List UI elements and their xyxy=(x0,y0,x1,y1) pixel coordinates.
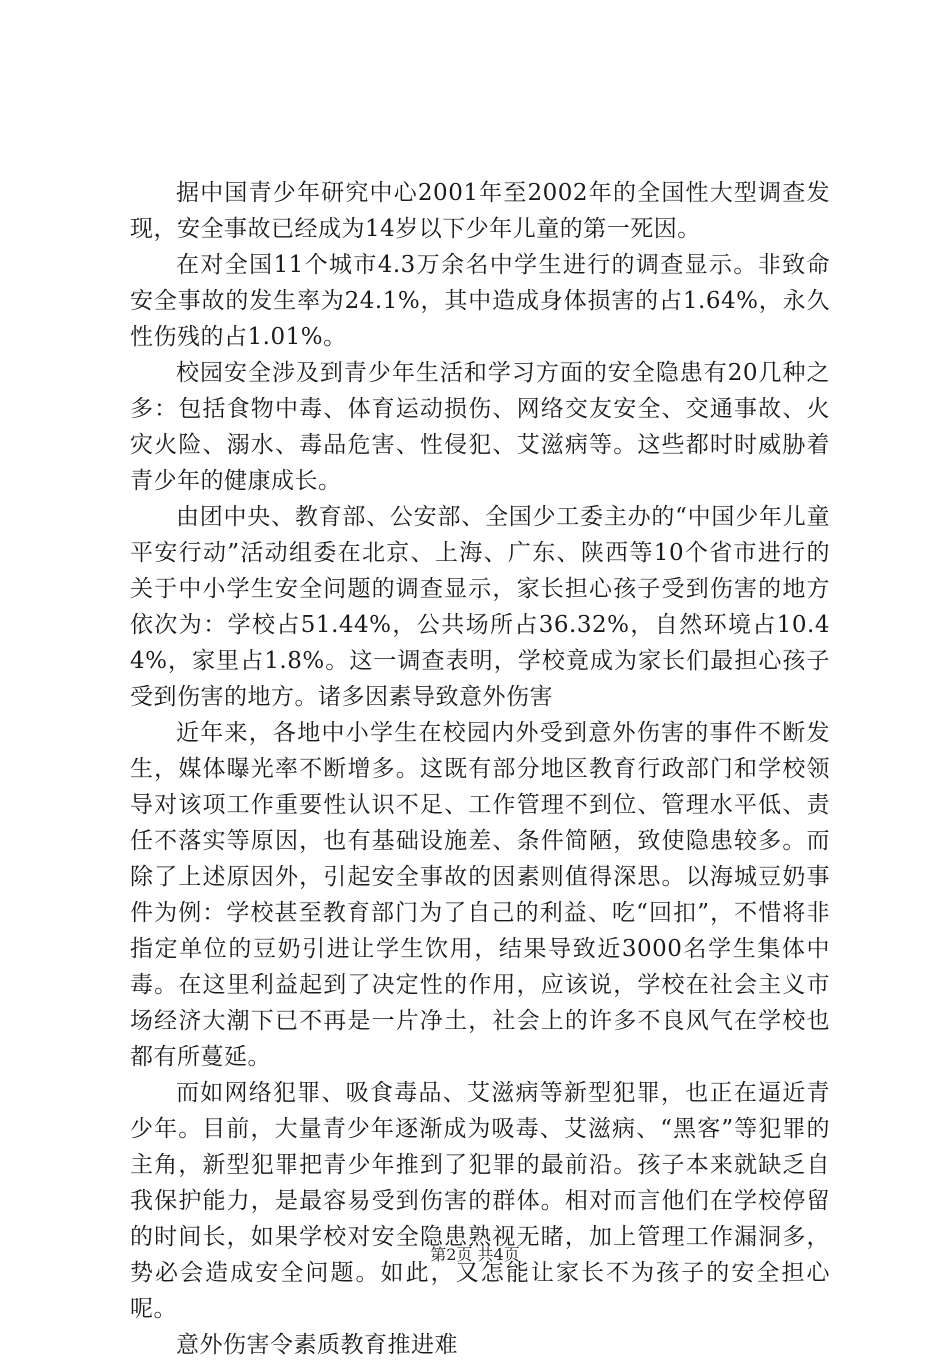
page-number-indicator: 第2页 共4页 xyxy=(430,1245,520,1264)
paragraph-1: 据中国青少年研究中心2001年至2002年的全国性大型调查发现，安全事故已经成为14岁以下少年儿童的第一死因。 xyxy=(130,180,830,242)
paragraph-5: 近年来，各地中小学生在校园内外受到意外伤害的事件不断发生，媒体曝光率不断增多。这既有部分地区教育行政部门和学校领导对该项工作重要性认识不足、工作管理不到位、管理水平低、责任不落实等原因，也有基础设施差、条件简陋，致使隐患较多。而除了上述原因外，引起安全事故的因素则值得深思。以海城豆奶事件为例：学校甚至教育部门为了自己的利益、吃“回扣”，不惜将非指定单位的豆奶引进让学生饮用，结果导致近3000名学生集体中毒。在这里利益起到了决定性的作用，应该说，学校在社会主义市场经济大潮下已不再是一片净土，社会上的许多不良风气在学校也都有所蔓延。 xyxy=(130,720,830,1070)
paragraph-2: 在对全国11个城市4.3万余名中学生进行的调查显示。非致命安全事故的发生率为24.1%，其中造成身体损害的占1.64%，永久性伤残的占1.01%。 xyxy=(130,252,830,350)
paragraph-4: 由团中央、教育部、公安部、全国少工委主办的“中国少年儿童平安行动”活动组委在北京、上海、广东、陕西等10个省市进行的关于中小学生安全问题的调查显示，家长担心孩子受到伤害的地方依次为：学校占51.44%，公共场所占36.32%，自然环境占10.44%，家里占1.8%。这一调查表明，学校竟成为家长们最担心孩子受到伤害的地方。诸多因素导致意外伤害 xyxy=(130,504,830,710)
paragraph-6: 而如网络犯罪、吸食毒品、艾滋病等新型犯罪，也正在逼近青少年。目前，大量青少年逐渐成为吸毒、艾滋病、“黑客”等犯罪的主角，新型犯罪把青少年推到了犯罪的最前沿。孩子本来就缺乏自我保护能力，是最容易受到伤害的群体。相对而言他们在学校停留的时间长，如果学校对安全隐患熟视无睹，加上管理工作漏洞多，势必会造成安全问题。如此，又怎能让家长不为孩子的安全担心呢。 xyxy=(130,1080,830,1322)
page-footer xyxy=(0,1244,950,1266)
paragraph-3: 校园安全涉及到青少年生活和学习方面的安全隐患有20几种之多：包括食物中毒、体育运动损伤、网络交友安全、交通事故、火灾火险、溺水、毒品危害、性侵犯、艾滋病等。这些都时时威胁着青少年的健康成长。 xyxy=(130,360,830,494)
paragraph-7: 意外伤害令素质教育推进难 xyxy=(176,1332,458,1358)
document-body xyxy=(130,175,830,1363)
